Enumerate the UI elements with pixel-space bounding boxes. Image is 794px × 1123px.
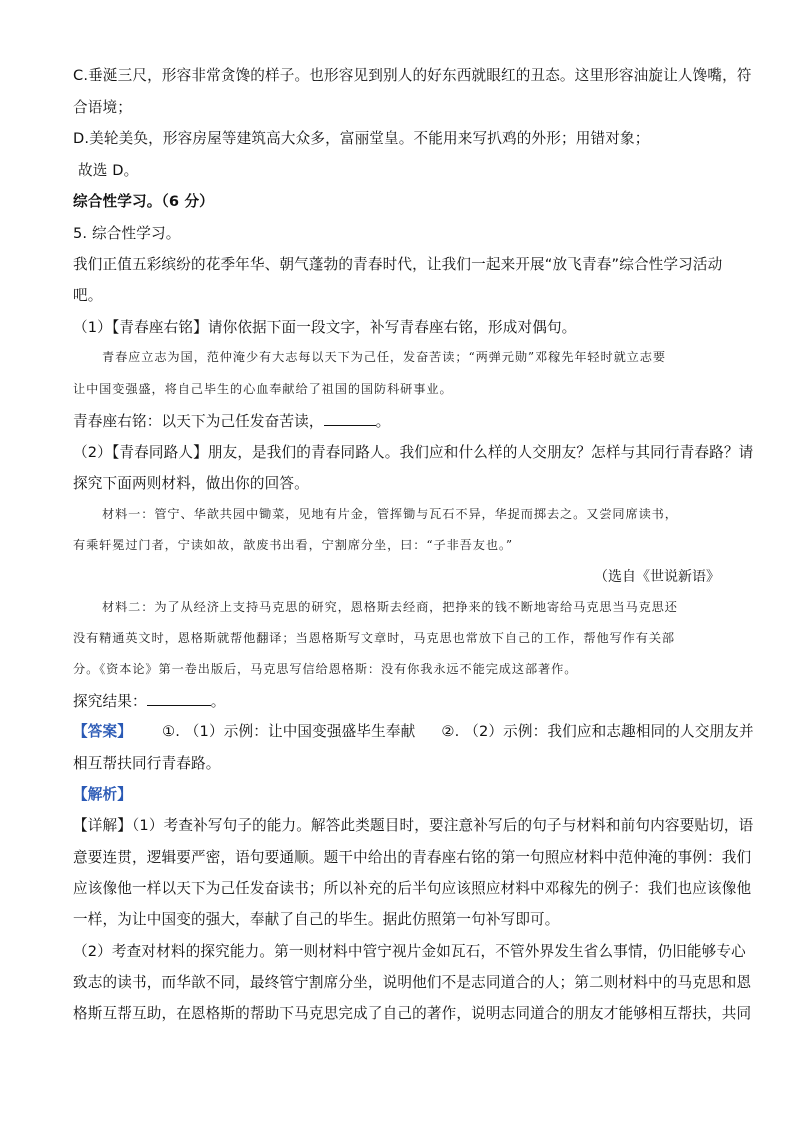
explanation-2-line-3: 格斯互帮互助，在恩格斯的帮助下马克思完成了自己的著作，说明志同道合的朋友才能够相互帮扶，共同	[73, 1005, 752, 1022]
subquestion-1: （1）【青春座右铭】请你依据下面一段文字，补写青春座右铭，形成对偶句。	[73, 319, 577, 336]
analysis-tag: 【解析】	[73, 786, 132, 803]
answer-line	[73, 722, 754, 742]
motto-line	[73, 411, 390, 432]
material-1-source: （选自《世说新语》	[594, 569, 720, 585]
motto-blank[interactable]	[324, 411, 376, 426]
subquestion-2-line-1: （2）【青春同路人】朋友，是我们的青春同路人。我们应和什么样的人交朋友？怎样与其同行青春路？请	[73, 444, 754, 461]
explanation-1-text: （1）考查补写句子的能力。解答此类题目时，要注意补写后的句子与材料和前句内容要贴切，语	[131, 817, 754, 834]
material-2-line-1: 材料二：为了从经济上支持马克思的研究，恩格斯去经商，把挣来的钱不断地寄给马克思当马克思还	[102, 600, 678, 614]
material-2-line-2: 没有精通英文时，恩格斯就帮他翻译；当恩格斯写文章时，马克思也常放下自己的工作，帮他写作有关部	[73, 631, 676, 645]
answer-1: ①. （1）示例：让中国变强盛毕生奉献	[161, 723, 416, 740]
result-blank[interactable]	[147, 691, 211, 706]
detail-tag: 【详解】	[73, 817, 132, 834]
motto-text: 青春座右铭：以天下为己任发奋苦读，	[73, 413, 324, 430]
explanation-1-line-3: 应该像他一样以天下为己任发奋读书；所以补充的后半句应该照应材料中邓稼先的例子：我们也应该像他	[73, 880, 752, 897]
answer-line-2: 相互帮扶同行青春路。	[73, 755, 221, 772]
material-1-line-1: 材料一：管宁、华歆共园中锄菜，见地有片金，管挥锄与瓦石不异，华捉而掷去之。又尝同席读书，	[102, 507, 678, 521]
answer-tag: 【答案】	[73, 723, 132, 740]
question-5-title: 5. 综合性学习。	[73, 225, 181, 242]
answer-2: ②. （2）示例：我们应和志趣相同的人交朋友并	[441, 723, 754, 740]
option-d-line: D.美轮美奂，形容房屋等建筑高大众多，富丽堂皇。不能用来写扒鸡的外形；用错对象；	[73, 130, 650, 147]
result-text: 探究结果：	[73, 693, 147, 710]
choose-line: 故选 D。	[78, 162, 139, 179]
motto-end: 。	[375, 413, 391, 430]
result-end: 。	[210, 693, 226, 710]
intro-line-2: 吧。	[73, 287, 103, 304]
option-c-line-1: C.垂涎三尺，形容非常贪馋的样子。也形容见到别人的好东西就眼红的丑态。这里形容油旋让人馋嘴，符	[73, 67, 752, 84]
material-1-line-2: 有乘轩冕过门者，宁读如故，歆废书出看，宁割席分坐，曰：“子非吾友也。”	[73, 538, 514, 552]
explanation-1-line-2: 意要连贯，逻辑要严密，语句要通顺。题干中给出的青春座右铭的第一句照应材料中范仲淹的事例：我们	[73, 849, 752, 866]
result-line	[73, 691, 225, 712]
material-0-line-1: 青春应立志为国，范仲淹少有大志每以天下为己任，发奋苦读；“两弹元勋”邓稼先年轻时就立志要	[102, 350, 666, 364]
material-0-line-2: 让中国变强盛，将自己毕生的心血奉献给了祖国的国防科研事业。	[73, 382, 453, 396]
explanation-1-line-4: 一样，为让中国变的强大，奉献了自己的毕生。据此仿照第一句补写即可。	[73, 911, 560, 928]
subquestion-2-line-2: 探究下面两则材料，做出你的回答。	[73, 475, 309, 492]
option-c-line-2: 合语境；	[73, 99, 132, 116]
explanation-1-line-1	[73, 816, 753, 836]
explanation-2-line-2: 致志的读书，而华歆不同，最终管宁割席分坐，说明他们不是志同道合的人；第二则材料中的马克思和恩	[73, 974, 752, 991]
intro-line-1: 我们正值五彩缤纷的花季年华、朝气蓬勃的青春时代，让我们一起来开展“放飞青春”综合性学习活动	[73, 256, 723, 273]
material-2-line-3: 分。《资本论》第一卷出版后，马克思写信给恩格斯：没有你我永远不能完成这部著作。	[73, 662, 578, 676]
section-heading: 综合性学习。（6 分）	[73, 193, 214, 210]
explanation-2-line-1: （2）考查对材料的探究能力。第一则材料中管宁视片金如瓦石，不管外界发生省么事情，仍旧能够专心	[73, 943, 746, 960]
